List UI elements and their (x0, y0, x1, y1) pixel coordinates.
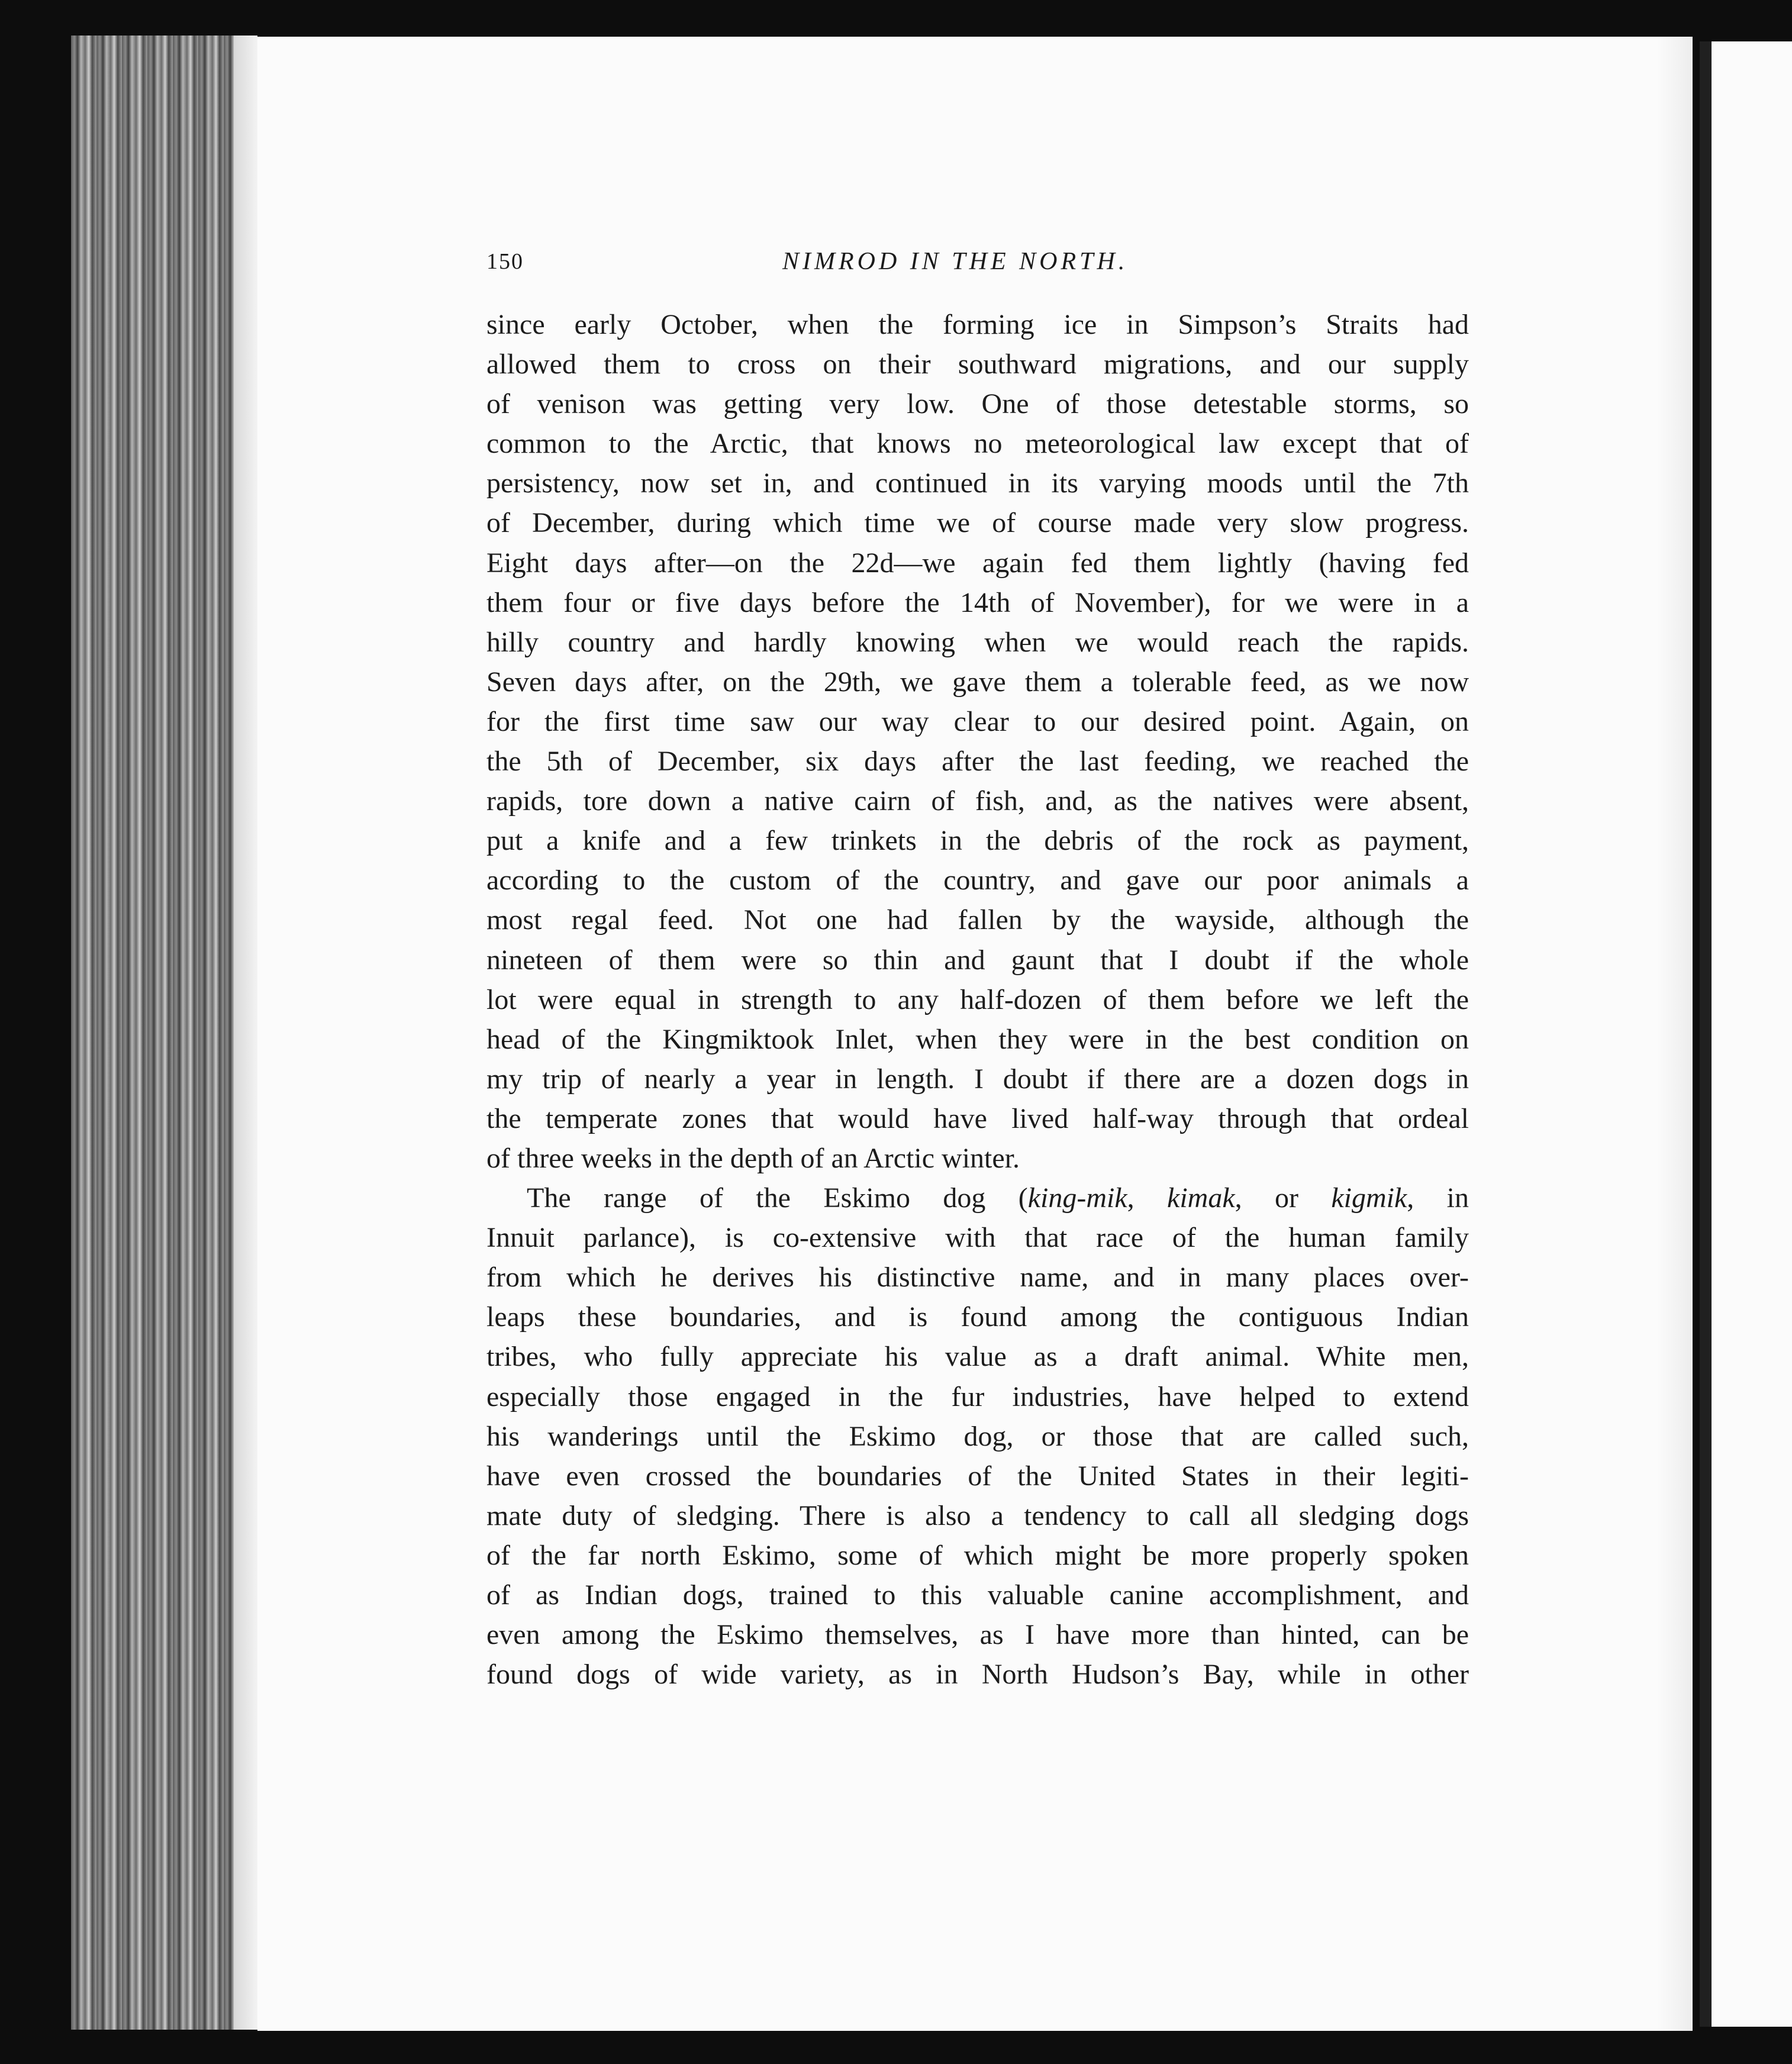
text-line: of venison was getting very low. One of those detestable storms, so (486, 388, 1469, 420)
text-line: the temperate zones that would have lived half-way through that ordeal (486, 1102, 1469, 1134)
text-line: of the far north Eskimo, some of which might be more properly spoken (486, 1539, 1469, 1571)
facing-page-edge (1700, 41, 1712, 2027)
text-line: found dogs of wide variety, as in North Hudson’s Bay, while in other (486, 1659, 1469, 1691)
running-title: NIMROD IN THE NORTH. (782, 248, 1129, 275)
text-line: most regal feed. Not one had fallen by the wayside, although the (486, 904, 1469, 936)
italic-term-kimak: kimak (1167, 1182, 1235, 1214)
text-line: of December, during which time we of course made very slow progress. (486, 507, 1469, 539)
text-line: leaps these boundaries, and is found among the contiguous Indian (486, 1301, 1469, 1333)
text-line: my trip of nearly a year in length. I doubt if there are a dozen dogs in (486, 1063, 1469, 1095)
text-line: common to the Arctic, that knows no meteorological law except that of (486, 428, 1469, 460)
paragraph-1 (486, 305, 1469, 1178)
text-line: from which he derives his distinctive name, and in many places over- (486, 1262, 1469, 1294)
text-line: have even crossed the boundaries of the United States in their legiti- (486, 1460, 1469, 1492)
text-run: , (1127, 1182, 1168, 1214)
text-line: hilly country and hardly knowing when we would reach the rapids. (486, 626, 1469, 658)
text-line: the 5th of December, six days after the last feeding, we reached the (486, 746, 1469, 778)
text-line: even among the Eskimo themselves, as I have more than hinted, can be (486, 1619, 1469, 1651)
text-line: them four or five days before the 14th of November), for we were in a (486, 586, 1469, 618)
text-line: tribes, who fully appreciate his value as a draft animal. White men, (486, 1341, 1469, 1373)
text-line-first (486, 1178, 1469, 1218)
text-line: of three weeks in the depth of an Arctic winter. (486, 1142, 1020, 1174)
text-line: nineteen of them were so thin and gaunt that I doubt if the whole (486, 944, 1469, 976)
text-line: put a knife and a few trinkets in the debris of the rock as payment, (486, 825, 1469, 857)
text-run: , in (1407, 1182, 1469, 1214)
running-head (486, 249, 1469, 284)
page-number: 150 (486, 249, 524, 274)
stacked-page-edges (71, 36, 257, 2030)
text-line: Eight days after—on the 22d—we again fed them lightly (having fed (486, 547, 1469, 579)
paragraph-2 (486, 1178, 1469, 1694)
text-line: his wanderings until the Eskimo dog, or those that are called such, (486, 1420, 1469, 1452)
italic-term-king-mik: king-mik (1027, 1182, 1127, 1214)
text-line: according to the custom of the country, and gave our poor animals a (486, 865, 1469, 896)
text-line: allowed them to cross on their southward migrations, and our supply (486, 349, 1469, 380)
facing-page-sliver (1712, 41, 1792, 2027)
text-line: especially those engaged in the fur industries, have helped to extend (486, 1381, 1469, 1412)
text-run: The range of the Eskimo dog ( (527, 1182, 1028, 1214)
body-text (486, 305, 1469, 1694)
text-line: persistency, now set in, and continued in its varying moods until the 7th (486, 467, 1469, 499)
text-line: Innuit parlance), is co-extensive with that race of the human family (486, 1222, 1469, 1254)
text-line: lot were equal in strength to any half-dozen of them before we left the (486, 983, 1469, 1015)
text-line: for the first time saw our way clear to our desired point. Again, on (486, 705, 1469, 737)
text-line: since early October, when the forming ice in Simpson’s Straits had (486, 309, 1469, 340)
text-line: of as Indian dogs, trained to this valuable canine accomplishment, and (486, 1579, 1469, 1611)
text-line: Seven days after, on the 29th, we gave them a tolerable feed, as we now (486, 666, 1469, 698)
text-line: head of the Kingmiktook Inlet, when they were in the best condition on (486, 1023, 1469, 1055)
text-run: , or (1235, 1182, 1332, 1214)
text-line: mate duty of sledging. There is also a tendency to call all sledging dogs (486, 1499, 1469, 1531)
italic-term-kigmik: kigmik (1331, 1182, 1407, 1214)
gutter-shadow (1657, 37, 1693, 2031)
text-line: rapids, tore down a native cairn of fish, and, as the natives were absent, (486, 785, 1469, 817)
